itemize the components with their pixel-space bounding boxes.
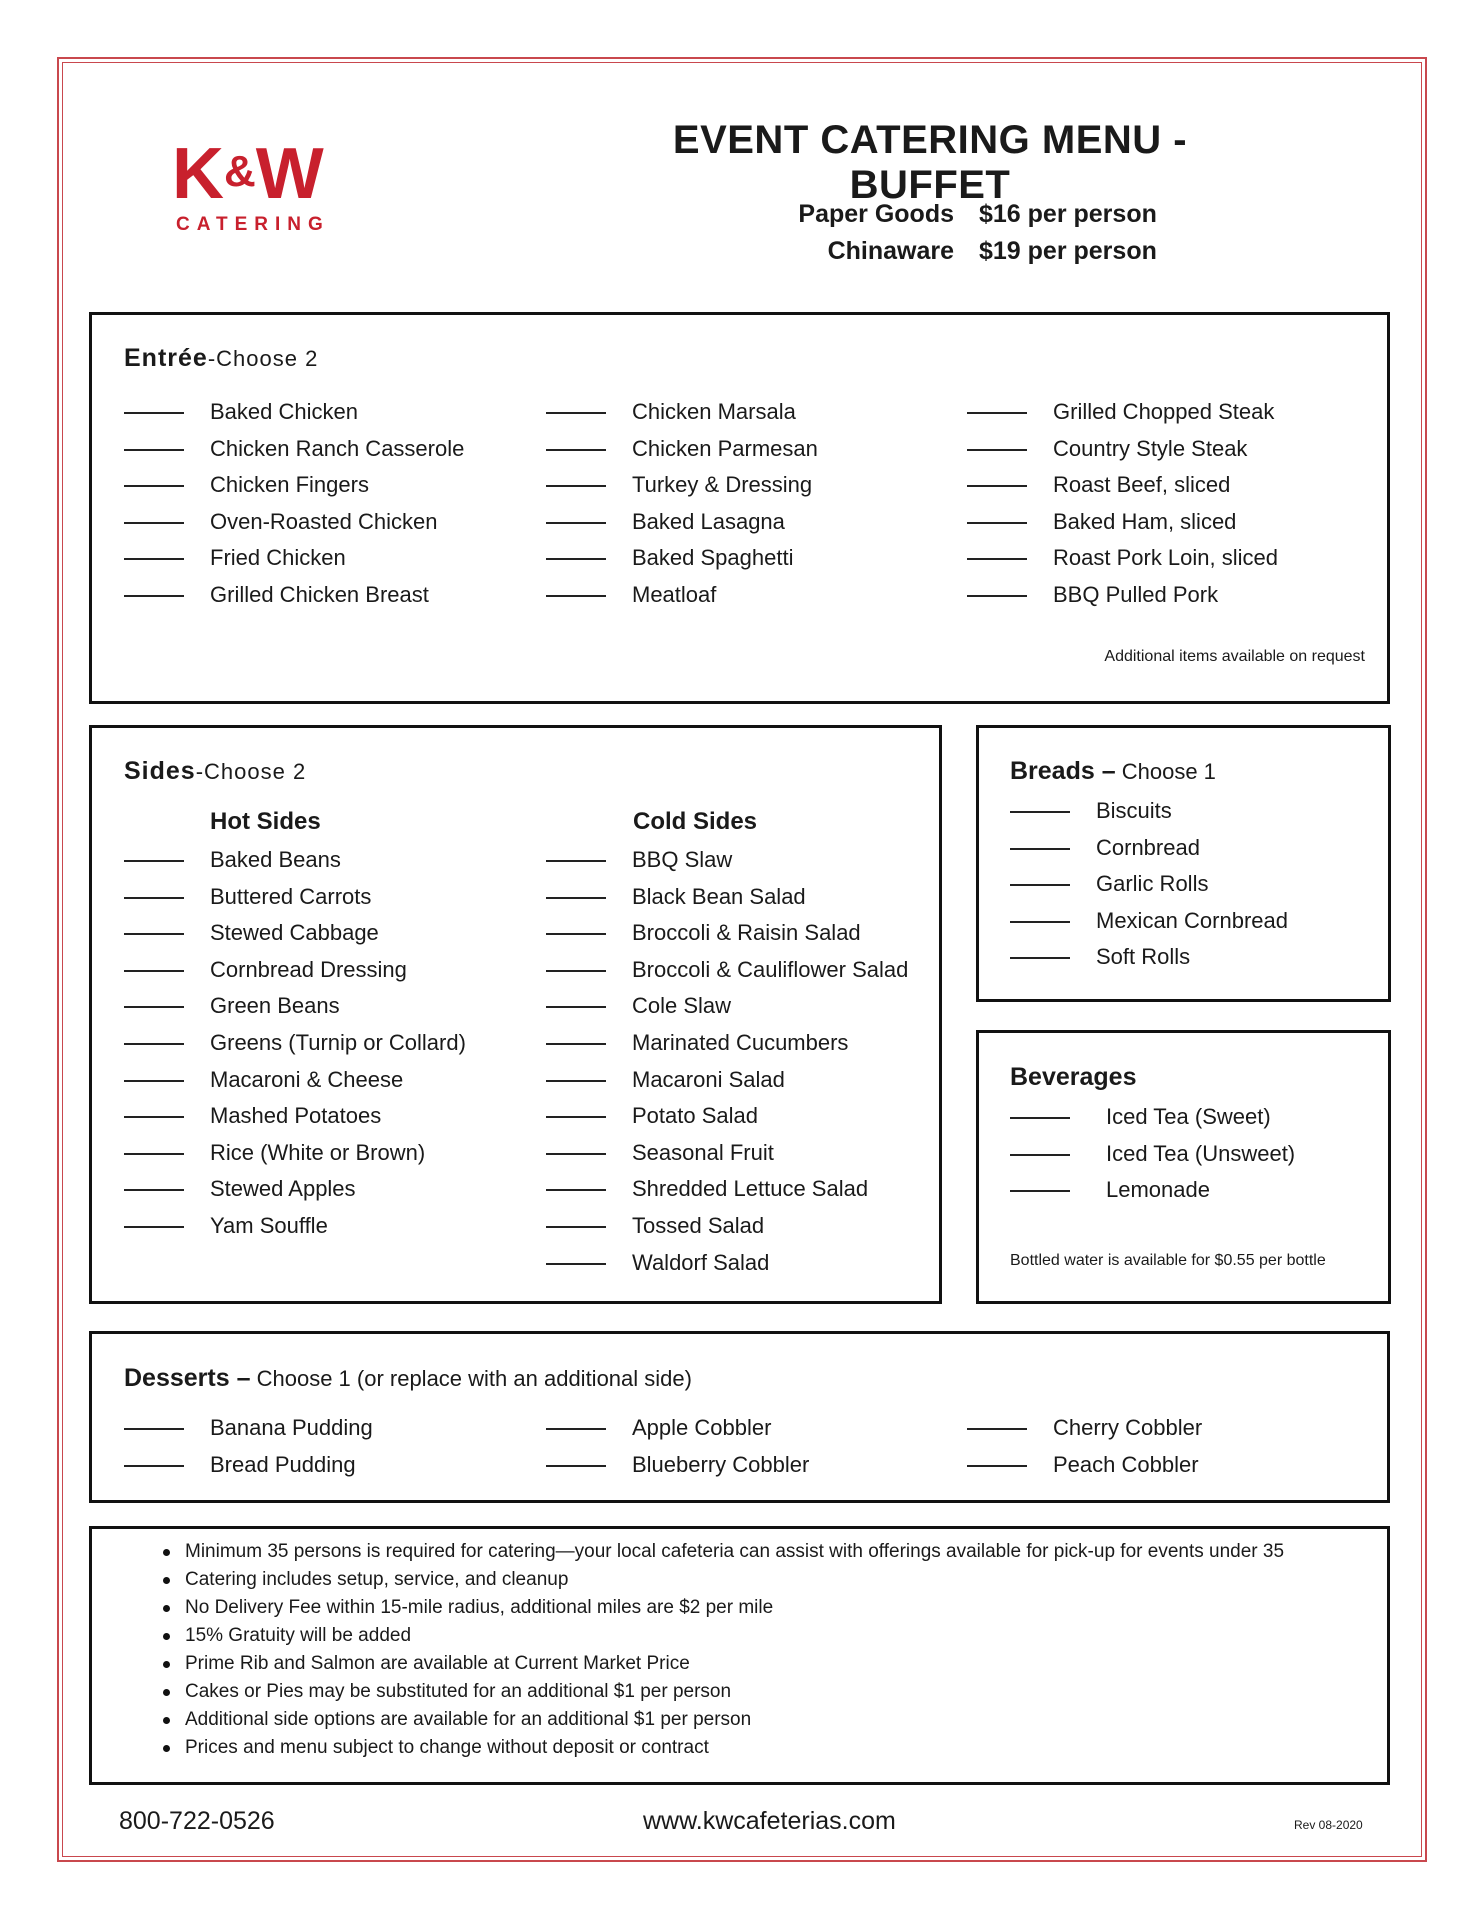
- selection-blank-line[interactable]: [1010, 1154, 1070, 1156]
- menu-item-label: BBQ Slaw: [632, 847, 733, 872]
- selection-blank-line[interactable]: [967, 558, 1027, 560]
- menu-item-label: Cornbread Dressing: [210, 956, 407, 982]
- desserts-title: Desserts –: [124, 1364, 251, 1392]
- menu-item-label: Waldorf Salad: [632, 1249, 770, 1275]
- menu-item-label: Baked Ham, sliced: [1053, 508, 1237, 534]
- selection-blank-line[interactable]: [1010, 884, 1070, 886]
- menu-item-label: Baked Beans: [210, 847, 341, 872]
- menu-item-label: Rice (White or Brown): [210, 1139, 426, 1165]
- desserts-choose: Choose 1 (or replace with an additional side): [250, 1366, 692, 1391]
- footer-revision: Rev 08-2020: [1294, 1818, 1363, 1832]
- menu-item-label: Biscuits: [1096, 798, 1172, 823]
- note-item: Catering includes setup, service, and cleanup: [163, 1566, 1284, 1594]
- menu-item-label: Lemonade: [1106, 1177, 1210, 1203]
- selection-blank-line[interactable]: [124, 933, 184, 935]
- price-label: Chinaware: [827, 237, 954, 265]
- menu-item-label: Stewed Apples: [210, 1176, 356, 1202]
- kw-catering-logo: [172, 136, 362, 248]
- selection-blank-line[interactable]: [546, 1263, 606, 1265]
- page-title: EVENT CATERING MENU - BUFFET: [672, 118, 1188, 207]
- logo-mark: K&W: [172, 134, 322, 214]
- selection-blank-line[interactable]: [124, 412, 184, 414]
- menu-item-label: Blueberry Cobbler: [632, 1451, 810, 1477]
- menu-item-label: BBQ Pulled Pork: [1053, 582, 1219, 607]
- menu-item-label: Mexican Cornbread: [1096, 907, 1288, 933]
- entree-heading: [124, 344, 318, 373]
- price-value: $16 per person: [979, 200, 1157, 228]
- menu-item-label: Seasonal Fruit: [632, 1139, 774, 1165]
- selection-blank-line[interactable]: [1010, 921, 1070, 923]
- selection-blank-line[interactable]: [546, 1153, 606, 1155]
- selection-blank-line[interactable]: [546, 485, 606, 487]
- menu-item-label: Iced Tea (Sweet): [1106, 1104, 1271, 1129]
- beverages-note: Bottled water is available for $0.55 per bottle: [1010, 1252, 1326, 1269]
- beverages-heading: [1010, 1063, 1136, 1092]
- selection-blank-line[interactable]: [124, 970, 184, 972]
- selection-blank-line[interactable]: [124, 558, 184, 560]
- menu-item-label: Chicken Ranch Casserole: [210, 435, 465, 461]
- note-item: Cakes or Pies may be substituted for an additional $1 per person: [163, 1678, 1284, 1706]
- footer-phone: 800-722-0526: [119, 1807, 275, 1835]
- note-item: Additional side options are available for an additional $1 per person: [163, 1706, 1284, 1734]
- sides-heading: [124, 757, 306, 786]
- menu-item-label: Macaroni Salad: [632, 1066, 785, 1092]
- selection-blank-line[interactable]: [124, 485, 184, 487]
- menu-item-label: Black Bean Salad: [632, 883, 806, 909]
- menu-item-label: Oven-Roasted Chicken: [210, 508, 438, 534]
- menu-item-label: Turkey & Dressing: [632, 472, 813, 498]
- menu-item-label: Chicken Marsala: [632, 399, 796, 424]
- menu-item-label: Marinated Cucumbers: [632, 1030, 849, 1055]
- menu-item-label: Tossed Salad: [632, 1213, 765, 1238]
- selection-blank-line[interactable]: [546, 1428, 606, 1430]
- menu-item-label: Grilled Chopped Steak: [1053, 399, 1275, 424]
- selection-blank-line[interactable]: [124, 1465, 184, 1467]
- menu-item-label: Iced Tea (Unsweet): [1106, 1140, 1296, 1166]
- selection-blank-line[interactable]: [1010, 1190, 1070, 1192]
- selection-blank-line[interactable]: [1010, 811, 1070, 813]
- menu-item-label: Meatloaf: [632, 582, 717, 607]
- menu-item-label: Country Style Steak: [1053, 435, 1248, 461]
- selection-blank-line[interactable]: [124, 1428, 184, 1430]
- selection-blank-line[interactable]: [546, 1043, 606, 1045]
- price-label: Paper Goods: [798, 200, 954, 228]
- selection-blank-line[interactable]: [546, 558, 606, 560]
- selection-blank-line[interactable]: [546, 970, 606, 972]
- selection-blank-line[interactable]: [124, 860, 184, 862]
- hot-sides-heading: Hot Sides: [210, 808, 321, 835]
- selection-blank-line[interactable]: [124, 1006, 184, 1008]
- desserts-heading: [124, 1364, 692, 1393]
- selection-blank-line[interactable]: [546, 522, 606, 524]
- selection-blank-line[interactable]: [546, 1006, 606, 1008]
- selection-blank-line[interactable]: [967, 1428, 1027, 1430]
- menu-item-label: Chicken Parmesan: [632, 435, 818, 461]
- menu-item-label: Fried Chicken: [210, 545, 346, 571]
- menu-item-label: Roast Beef, sliced: [1053, 472, 1231, 498]
- menu-item-label: Stewed Cabbage: [210, 920, 379, 946]
- note-item: Minimum 35 persons is required for catering—your local cafeteria can assist with offerings available for pick-up for events under 35: [163, 1538, 1284, 1566]
- menu-item-label: Grilled Chicken Breast: [210, 582, 429, 607]
- selection-blank-line[interactable]: [124, 1189, 184, 1191]
- selection-blank-line[interactable]: [546, 1226, 606, 1228]
- selection-blank-line[interactable]: [967, 412, 1027, 414]
- selection-blank-line[interactable]: [967, 449, 1027, 451]
- selection-blank-line[interactable]: [546, 449, 606, 451]
- note-item: Prices and menu subject to change without deposit or contract: [163, 1734, 1284, 1762]
- menu-item-label: Roast Pork Loin, sliced: [1053, 545, 1278, 571]
- menu-item-label: Baked Chicken: [210, 399, 358, 424]
- selection-blank-line[interactable]: [546, 412, 606, 414]
- selection-blank-line[interactable]: [967, 522, 1027, 524]
- beverages-title: Beverages: [1010, 1063, 1137, 1091]
- menu-item-label: Bread Pudding: [210, 1451, 356, 1477]
- menu-item-label: Cornbread: [1096, 834, 1200, 860]
- menu-item-label: Chicken Fingers: [210, 472, 369, 498]
- selection-blank-line[interactable]: [546, 1080, 606, 1082]
- menu-item-label: Mashed Potatoes: [210, 1103, 382, 1129]
- selection-blank-line[interactable]: [1010, 1117, 1070, 1119]
- menu-item-label: Greens (Turnip or Collard): [210, 1030, 466, 1055]
- sides-choose: -Choose 2: [195, 759, 307, 784]
- selection-blank-line[interactable]: [124, 897, 184, 899]
- footer-website: www.kwcafeterias.com: [643, 1807, 896, 1835]
- price-value: $19 per person: [979, 237, 1157, 265]
- menu-item-label: Green Beans: [210, 993, 340, 1019]
- entree-note: Additional items available on request: [1104, 648, 1365, 665]
- entree-title: Entrée: [124, 344, 208, 372]
- selection-blank-line[interactable]: [546, 1116, 606, 1118]
- logo-subtitle: CATERING: [176, 214, 330, 235]
- breads-heading: [1010, 757, 1216, 786]
- menu-item-label: Broccoli & Cauliflower Salad: [632, 956, 909, 982]
- sides-title: Sides: [124, 757, 196, 785]
- menu-item-label: Buttered Carrots: [210, 883, 372, 909]
- cold-sides-heading: Cold Sides: [633, 808, 758, 835]
- menu-item-label: Baked Lasagna: [632, 508, 785, 534]
- menu-item-label: Garlic Rolls: [1096, 871, 1209, 897]
- selection-blank-line[interactable]: [124, 522, 184, 524]
- selection-blank-line[interactable]: [124, 1153, 184, 1155]
- selection-blank-line[interactable]: [124, 595, 184, 597]
- menu-item-label: Peach Cobbler: [1053, 1451, 1199, 1477]
- selection-blank-line[interactable]: [546, 1465, 606, 1467]
- menu-item-label: Yam Souffle: [210, 1213, 328, 1238]
- notes-list: [163, 1538, 1284, 1762]
- menu-item-label: Macaroni & Cheese: [210, 1066, 404, 1092]
- selection-blank-line[interactable]: [124, 1043, 184, 1045]
- selection-blank-line[interactable]: [124, 449, 184, 451]
- menu-item-label: Shredded Lettuce Salad: [632, 1176, 869, 1202]
- entree-choose: -Choose 2: [207, 346, 319, 371]
- breads-title: Breads –: [1010, 757, 1116, 785]
- menu-item-label: Soft Rolls: [1096, 944, 1191, 970]
- menu-item-label: Potato Salad: [632, 1103, 758, 1129]
- selection-blank-line[interactable]: [1010, 957, 1070, 959]
- note-item: 15% Gratuity will be added: [163, 1622, 1284, 1650]
- selection-blank-line[interactable]: [546, 595, 606, 597]
- menu-item-label: Broccoli & Raisin Salad: [632, 920, 861, 946]
- selection-blank-line[interactable]: [546, 897, 606, 899]
- selection-blank-line[interactable]: [124, 1226, 184, 1228]
- selection-blank-line[interactable]: [546, 860, 606, 862]
- selection-blank-line[interactable]: [124, 1116, 184, 1118]
- selection-blank-line[interactable]: [967, 485, 1027, 487]
- selection-blank-line[interactable]: [967, 595, 1027, 597]
- selection-blank-line[interactable]: [546, 933, 606, 935]
- selection-blank-line[interactable]: [124, 1080, 184, 1082]
- note-item: No Delivery Fee within 15-mile radius, additional miles are $2 per mile: [163, 1594, 1284, 1622]
- menu-item-label: Banana Pudding: [210, 1415, 373, 1440]
- menu-item-label: Apple Cobbler: [632, 1415, 772, 1440]
- selection-blank-line[interactable]: [1010, 848, 1070, 850]
- breads-choose: Choose 1: [1115, 759, 1216, 784]
- selection-blank-line[interactable]: [967, 1465, 1027, 1467]
- menu-item-label: Baked Spaghetti: [632, 545, 794, 571]
- menu-item-label: Cherry Cobbler: [1053, 1415, 1203, 1440]
- note-item: Prime Rib and Salmon are available at Current Market Price: [163, 1650, 1284, 1678]
- menu-item-label: Cole Slaw: [632, 993, 732, 1019]
- selection-blank-line[interactable]: [546, 1189, 606, 1191]
